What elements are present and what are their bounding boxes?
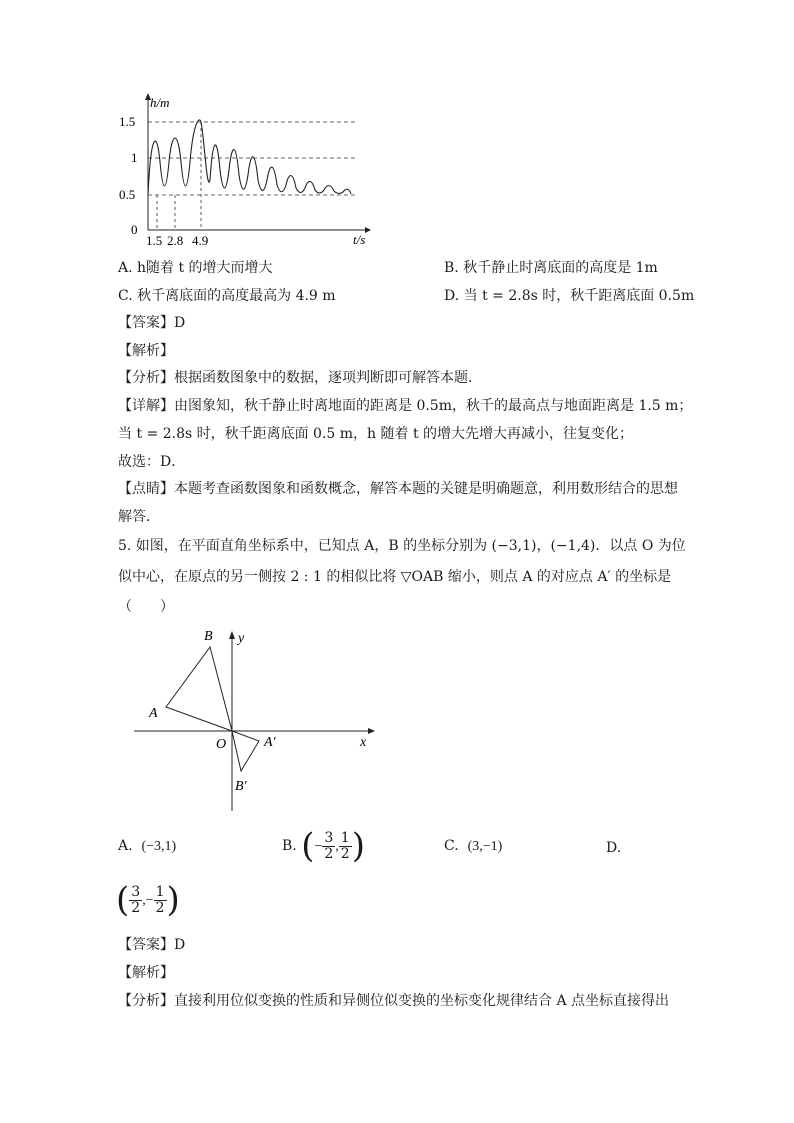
- answer-value: D: [174, 937, 186, 953]
- option-b-num1: 3: [324, 829, 334, 846]
- fenxi-text: 直接利用位似变换的性质和异侧位似变换的坐标变化规律结合 A 点坐标直接得出: [174, 993, 670, 1009]
- dianjing-tag: 【点睛】: [118, 481, 174, 497]
- triangle-oab: [166, 647, 232, 731]
- xiangjie-text-1: 由图象知，秋千静止时离地面的距离是 0.5m，秋千的最高点与地面距离是 1.5 m；: [174, 398, 693, 414]
- y-axis-label: y: [238, 631, 245, 646]
- xiangjie-tag: 【详解】: [118, 398, 174, 414]
- q4-dianjing-line-2: 解答．: [118, 509, 160, 525]
- answer-tag: 【答案】: [118, 315, 174, 331]
- option-b-den1: 2: [324, 845, 334, 862]
- q5-stem-line-1: 5. 如图，在平面直角坐标系中，已知点 A，B 的坐标分别为 (−3,1)，(−1,4)．以点 O 为位: [118, 538, 686, 554]
- q5-fenxi-line: [118, 990, 669, 1010]
- q5-option-c: [444, 838, 502, 855]
- option-d-den2: 2: [155, 899, 165, 916]
- option-c-value: (3,−1): [467, 839, 503, 854]
- y-tick-1: 1: [131, 150, 138, 165]
- q4-analysis-tag: 【解析】: [118, 343, 174, 359]
- x-tick-2-8: 2.8: [167, 233, 184, 248]
- y-tick-0: 0: [131, 222, 138, 237]
- option-c-letter: C.: [444, 838, 459, 854]
- point-b-label: B: [204, 629, 213, 644]
- q4-option-d: D. 当 t = 2.8s 时，秋千距离底面 0.5m: [444, 288, 695, 304]
- option-a-value: (−3,1): [141, 839, 177, 854]
- answer-tag: 【答案】: [118, 937, 174, 953]
- q5-option-d-letter: D.: [606, 840, 622, 856]
- q4-fenxi-line: [118, 367, 482, 387]
- q4-xiangjie-line-1: [118, 395, 692, 415]
- option-d-num1: 3: [131, 883, 141, 900]
- point-b-prime-label: B′: [235, 779, 247, 794]
- y-tick-1-5: 1.5: [119, 114, 136, 129]
- q5-answer-line: [118, 934, 185, 954]
- q4-xiangjie-line-3: 故选：D．: [118, 454, 186, 470]
- q4-dianjing-line-1: [118, 478, 678, 498]
- swing-height-graph: [115, 90, 375, 250]
- answer-value: D: [174, 315, 186, 331]
- dianjing-text-1: 本题考查函数图象和函数概念，解答本题的关键是明确题意，利用数形结合的思想: [174, 481, 678, 497]
- fenxi-text: 根据函数图象中的数据，逐项判断即可解答本题．: [174, 370, 482, 386]
- y-axis-label: h/m: [150, 95, 170, 110]
- point-a-label: A: [149, 706, 158, 721]
- x-tick-1-5: 1.5: [146, 233, 163, 248]
- q4-xiangjie-line-2: 当 t = 2.8s 时，秋千距离底面 0.5 m，h 随着 t 的增大先增大再减小，往复变化；: [118, 426, 634, 442]
- q5-analysis-tag: 【解析】: [118, 965, 174, 981]
- q5-option-a: [118, 838, 176, 855]
- q4-option-b: B. 秋千静止时离底面的高度是 1m: [444, 260, 658, 276]
- option-a-letter: A.: [118, 838, 133, 854]
- q4-answer-line: [118, 312, 185, 332]
- q5-option-d-value: ( $\frac{3}{2}$ ,− $\frac{1}{2}$ ): [116, 880, 180, 920]
- coordinate-figure: [128, 625, 378, 815]
- x-tick-4-9: 4.9: [192, 233, 209, 248]
- point-a-prime-label: A′: [264, 735, 276, 750]
- origin-label: O: [216, 737, 227, 752]
- y-tick-0-5: 0.5: [119, 187, 136, 202]
- option-b-den2: 2: [340, 845, 350, 862]
- x-axis-label: t/s: [353, 232, 366, 247]
- q5-stem-line-2: 似中心，在原点的另一侧按 2 : 1 的相似比将 ▽OAB 缩小，则点 A 的对应点 A′ 的坐标是: [118, 569, 672, 585]
- option-b-letter: B.: [282, 838, 297, 854]
- q5-option-b: B. (− $\frac{3}{2}$ , $\frac{1}{2}$ ): [282, 826, 365, 866]
- fenxi-tag: 【分析】: [118, 993, 174, 1009]
- q5-stem-line-3: （ ）: [118, 599, 174, 615]
- oscillation-curve: [148, 120, 351, 195]
- x-axis-label: x: [360, 735, 367, 750]
- fenxi-tag: 【分析】: [118, 370, 174, 386]
- triangle-oa-b-prime: [232, 731, 259, 771]
- q4-option-a: A. h随着 t 的增大而增大: [118, 260, 273, 276]
- option-d-num2: 1: [155, 883, 165, 900]
- option-b-num2: 1: [340, 829, 350, 846]
- option-d-den1: 2: [131, 899, 141, 916]
- q4-option-c: C. 秋千离底面的高度最高为 4.9 m: [118, 288, 336, 304]
